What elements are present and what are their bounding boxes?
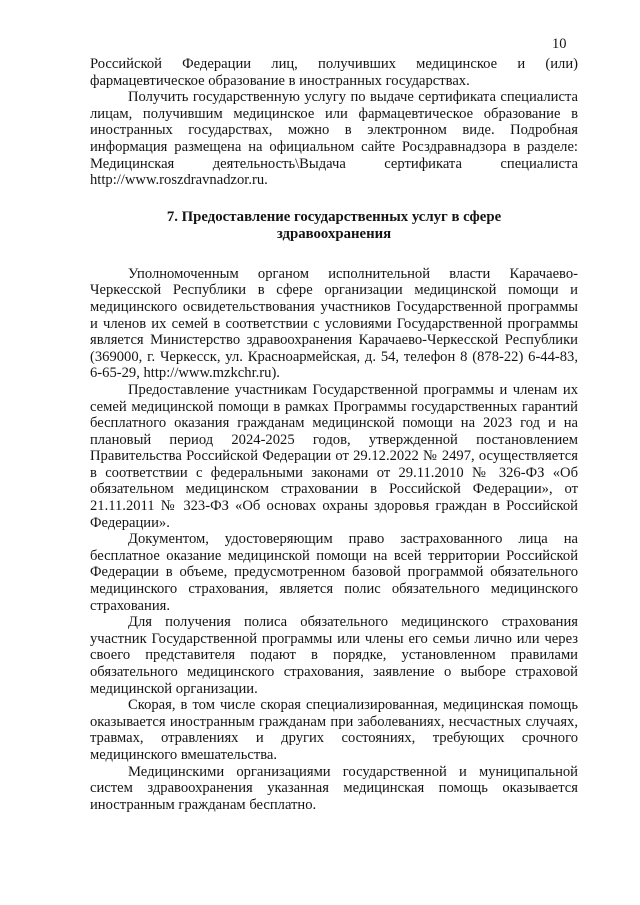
paragraph-continuation: Российской Федерации лиц, получивших медицинское и (или) фармацевтическое образование в иностранных государствах. [90,56,578,89]
paragraph-emergency-care: Скорая, в том числе скорая специализированная, медицинская помощь оказывается иностранным гражданам при заболеваниях, несчастных случаях, травмах, отравлениях и других состояниях, требующих срочного медицинского вмешательства. [90,697,578,763]
paragraph-free-care: Медицинскими организациями государственной и муниципальной систем здравоохранения указанная медицинская помощь оказывается иностранным гражданам бесплатно. [90,763,578,813]
section-heading: 7. Предоставление государственных услуг в сфере здравоохранения [166,208,502,242]
paragraph-medical-care-provision: Предоставление участникам Государственной программы и членам их семей медицинской помощи в рамках Программы государственных гарантий бесплатного оказания гражданам медицинской помощи на 2023 год и на плановый период 2024-2025 годов, утвержденной постановлением Правительства Российской Федерации от 29.12.2022 № 2497, осуществляется в соответствии с федеральными законами от 29.11.2010 № 326-ФЗ «Об обязательном медицинском страховании в Российской Федерации», от 21.11.2011 № 323-ФЗ «Об основах охраны здоровья граждан в Российской Федерации». [90,381,578,531]
page-number: 10 [552,36,567,52]
paragraph-certificate-service: Получить государственную услугу по выдаче сертификата специалиста лицам, получившим медицинское или фармацевтическое образование в иностранных государствах, можно в электронном виде. Подробная информация размещена на официальном сайте Росздравнадзора в разделе: Медицинская деятельность\Выдача сертификата специалиста http://www.roszdravnadzor.ru. [90,89,578,189]
document-body [90,56,578,813]
paragraph-obtaining-policy: Для получения полиса обязательного медицинского страхования участник Государственной программы или члены его семьи лично или через своего представителя подают в порядке, установленном правилами обязательного медицинского страхования, заявление о выборе страховой медицинской организации. [90,614,578,697]
paragraph-insurance-policy: Документом, удостоверяющим право застрахованного лица на бесплатное оказание медицинской помощи на всей территории Российской Федерации в объеме, предусмотренном базовой программой обязательного медицинского страхования, является полис обязательного медицинского страхования. [90,531,578,614]
paragraph-authorized-body: Уполномоченным органом исполнительной власти Карачаево-Черкесской Республики в сфере организации медицинской помощи и медицинского освидетельствования участников Государственной программы и членов их семей в соответствии с условиями Государственной программы является Министерство здравоохранения Карачаево-Черкесской Республики (369000, г. Черкесск, ул. Красноармейская, д. 54, телефон 8 (878-22) 6-44-83, 6-65-29, http://www.mzkchr.ru). [90,265,578,382]
